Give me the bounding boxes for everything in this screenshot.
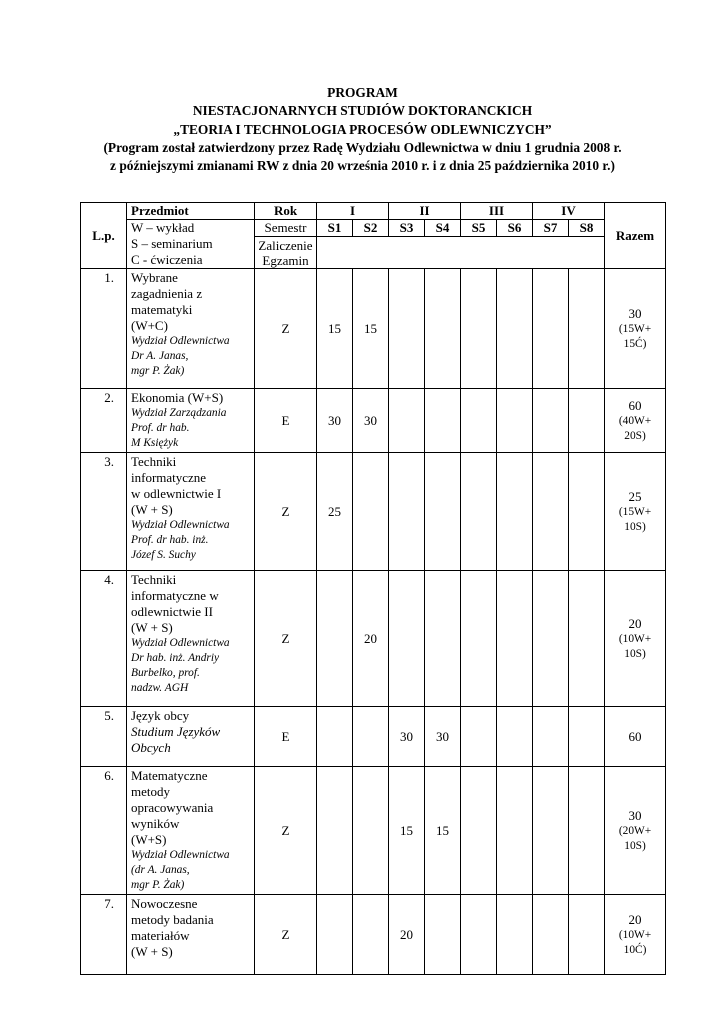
total-hours: 25: [628, 488, 642, 504]
semester-hours-s4: [425, 389, 461, 453]
subject-cell: [127, 895, 255, 975]
semester-hours-s6: [497, 707, 533, 767]
semester-hours-s4: 15: [425, 767, 461, 895]
semester-hours-s7: [533, 707, 569, 767]
col-header-lp: L.p.: [81, 203, 127, 269]
semester-hours-s5: [461, 269, 497, 389]
assessment-form: Z: [255, 767, 317, 895]
table-row: [81, 269, 666, 389]
semester-hours-s6: [497, 767, 533, 895]
subject-name: Techniki informatyczne w odlewnictwie II (W + S): [131, 572, 219, 635]
hours-breakdown: (20W+ 10S): [618, 824, 652, 852]
subject-department: Wydział Odlewnictwa Dr A. Janas, mgr P. Żak): [131, 335, 230, 377]
col-header-s2: S2: [353, 220, 389, 237]
semester-hours-s1: [317, 707, 353, 767]
col-header-s4: S4: [425, 220, 461, 237]
semester-hours-s1: [317, 571, 353, 707]
semester-hours-s7: [533, 571, 569, 707]
total-hours: 60: [628, 397, 642, 413]
row-number: 7.: [81, 895, 127, 975]
table-row: [81, 767, 666, 895]
semester-hours-s6: [497, 895, 533, 975]
total-cell: [605, 389, 666, 453]
row-number: 3.: [81, 453, 127, 571]
col-header-semestr: Semestr: [255, 220, 317, 237]
subject-cell: [127, 389, 255, 453]
hours-breakdown: (15W+ 10S): [618, 505, 652, 533]
col-header-s3: S3: [389, 220, 425, 237]
col-header-zaliczenie: Zaliczenie: [258, 237, 313, 253]
semester-hours-s1: 30: [317, 389, 353, 453]
row-number: 5.: [81, 707, 127, 767]
semester-hours-s3: [389, 571, 425, 707]
col-header-s6: S6: [497, 220, 533, 237]
col-header-year-1: I: [317, 203, 389, 220]
legend-cwiczenia: C - ćwiczenia: [131, 252, 203, 267]
subject-department: Wydział Zarządzania Prof. dr hab. M Księżyk: [131, 407, 227, 449]
subject-department: Wydział Odlewnictwa (dr A. Janas, mgr P. Żak): [131, 849, 230, 891]
semester-hours-s7: [533, 453, 569, 571]
subject-cell: [127, 453, 255, 571]
table-header-row-semesters: [81, 220, 666, 237]
total-hours: 20: [628, 911, 642, 927]
col-header-przedmiot: Przedmiot: [127, 203, 255, 220]
col-header-form: [255, 237, 317, 269]
table-row: [81, 453, 666, 571]
semester-hours-s5: [461, 453, 497, 571]
semester-hours-s7: [533, 895, 569, 975]
semester-hours-s5: [461, 707, 497, 767]
subject-name: Język obcy: [131, 708, 190, 723]
semester-hours-s8: [569, 269, 605, 389]
table-row: [81, 571, 666, 707]
table-row: [81, 707, 666, 767]
subject-name: Ekonomia (W+S): [131, 390, 224, 405]
header-subtitle: NIESTACJONARNYCH STUDIÓW DOKTORANCKICH: [192, 103, 533, 119]
header-program-name: „TEORIA I TECHNOLOGIA PROCESÓW ODLEWNICZYCH”: [173, 121, 552, 137]
subject-department: Studium Języków Obcych: [131, 724, 221, 755]
total-hours: 60: [628, 728, 642, 744]
semester-hours-s3: 20: [389, 895, 425, 975]
semester-hours-s6: [497, 453, 533, 571]
hours-breakdown: (10W+ 10S): [618, 632, 652, 660]
col-header-year-2: II: [389, 203, 461, 220]
semester-hours-s6: [497, 571, 533, 707]
subject-cell: [127, 767, 255, 895]
hours-breakdown: (15W+ 15Ć): [618, 322, 652, 350]
col-header-s8: S8: [569, 220, 605, 237]
semester-hours-s8: [569, 707, 605, 767]
semester-hours-s3: [389, 453, 425, 571]
col-header-year-4: IV: [533, 203, 605, 220]
header-amendments-note: z późniejszymi zmianami RW z dnia 20 września 2010 r. i z dnia 25 października 2010 r.): [110, 158, 615, 174]
semester-hours-s3: [389, 389, 425, 453]
total-hours: 20: [628, 615, 642, 631]
legend-cell: [127, 220, 255, 269]
subject-cell: [127, 269, 255, 389]
semester-hours-s5: [461, 767, 497, 895]
semester-hours-s8: [569, 571, 605, 707]
subject-department: Wydział Odlewnictwa Dr hab. inż. Andriy Burbelko, prof. nadzw. AGH: [131, 637, 230, 694]
semester-hours-s6: [497, 389, 533, 453]
col-header-s5: S5: [461, 220, 497, 237]
document-header: [0, 84, 725, 175]
assessment-form: Z: [255, 895, 317, 975]
semester-hours-s4: [425, 895, 461, 975]
hours-breakdown: (10W+ 10Ć): [618, 928, 652, 956]
assessment-form: Z: [255, 571, 317, 707]
assessment-form: Z: [255, 453, 317, 571]
program-table: [80, 202, 666, 975]
table-header-row-years: [81, 203, 666, 220]
subject-name: Techniki informatyczne w odlewnictwie I (W + S): [131, 454, 222, 517]
row-number: 1.: [81, 269, 127, 389]
table-row: [81, 389, 666, 453]
col-header-s1: S1: [317, 220, 353, 237]
col-header-s7: S7: [533, 220, 569, 237]
semester-hours-s8: [569, 453, 605, 571]
hours-breakdown: (40W+ 20S): [618, 414, 652, 442]
semester-hours-s6: [497, 269, 533, 389]
semester-hours-s2: 30: [353, 389, 389, 453]
semester-hours-s2: [353, 707, 389, 767]
assessment-form: E: [255, 389, 317, 453]
semester-hours-s1: [317, 767, 353, 895]
header-approval-note: (Program został zatwierdzony przez Radę Wydziału Odlewnictwa w dniu 1 grudnia 2008 r.: [103, 139, 622, 155]
semester-hours-s2: [353, 895, 389, 975]
subject-name: Matematyczne metody opracowywania wyników (W+S): [131, 768, 214, 847]
row-number: 2.: [81, 389, 127, 453]
semester-hours-s7: [533, 389, 569, 453]
semester-hours-s4: [425, 453, 461, 571]
semester-hours-s1: 25: [317, 453, 353, 571]
semester-hours-s1: [317, 895, 353, 975]
semester-hours-s2: [353, 767, 389, 895]
semester-hours-s2: 15: [353, 269, 389, 389]
semester-hours-s4: [425, 269, 461, 389]
legend-wyklad: W – wykład: [131, 220, 195, 235]
total-hours: 30: [628, 305, 642, 321]
total-cell: [605, 895, 666, 975]
semester-hours-s4: [425, 571, 461, 707]
col-header-year-3: III: [461, 203, 533, 220]
subject-name: Nowoczesne metody badania materiałów (W + S): [131, 896, 214, 959]
semester-hours-s3: [389, 269, 425, 389]
header-title: PROGRAM: [327, 85, 398, 100]
semester-hours-s5: [461, 571, 497, 707]
col-header-razem: Razem: [605, 203, 666, 269]
subject-cell: [127, 707, 255, 767]
assessment-form: E: [255, 707, 317, 767]
col-header-egzamin: Egzamin: [262, 252, 309, 268]
total-cell: [605, 269, 666, 389]
assessment-form: Z: [255, 269, 317, 389]
semester-hours-s5: [461, 895, 497, 975]
semester-hours-s2: 20: [353, 571, 389, 707]
subject-cell: [127, 571, 255, 707]
subject-department: Wydział Odlewnictwa Prof. dr hab. inż. Józef S. Suchy: [131, 519, 230, 561]
semester-hours-s2: [353, 453, 389, 571]
legend-seminarium: S – seminarium: [131, 236, 213, 251]
semester-hours-s8: [569, 389, 605, 453]
row-number: 6.: [81, 767, 127, 895]
total-cell: [605, 453, 666, 571]
subject-name: Wybrane zagadnienia z matematyki (W+C): [131, 270, 203, 333]
total-cell: [605, 707, 666, 767]
row-number: 4.: [81, 571, 127, 707]
semester-hours-s1: 15: [317, 269, 353, 389]
header-empty-cell: [317, 237, 605, 269]
total-hours: 30: [628, 807, 642, 823]
semester-hours-s5: [461, 389, 497, 453]
semester-hours-s3: 30: [389, 707, 425, 767]
total-cell: [605, 571, 666, 707]
total-cell: [605, 767, 666, 895]
semester-hours-s8: [569, 767, 605, 895]
semester-hours-s4: 30: [425, 707, 461, 767]
table-row: [81, 895, 666, 975]
semester-hours-s3: 15: [389, 767, 425, 895]
col-header-rok: Rok: [255, 203, 317, 220]
semester-hours-s8: [569, 895, 605, 975]
table-body: [81, 269, 666, 975]
semester-hours-s7: [533, 269, 569, 389]
semester-hours-s7: [533, 767, 569, 895]
